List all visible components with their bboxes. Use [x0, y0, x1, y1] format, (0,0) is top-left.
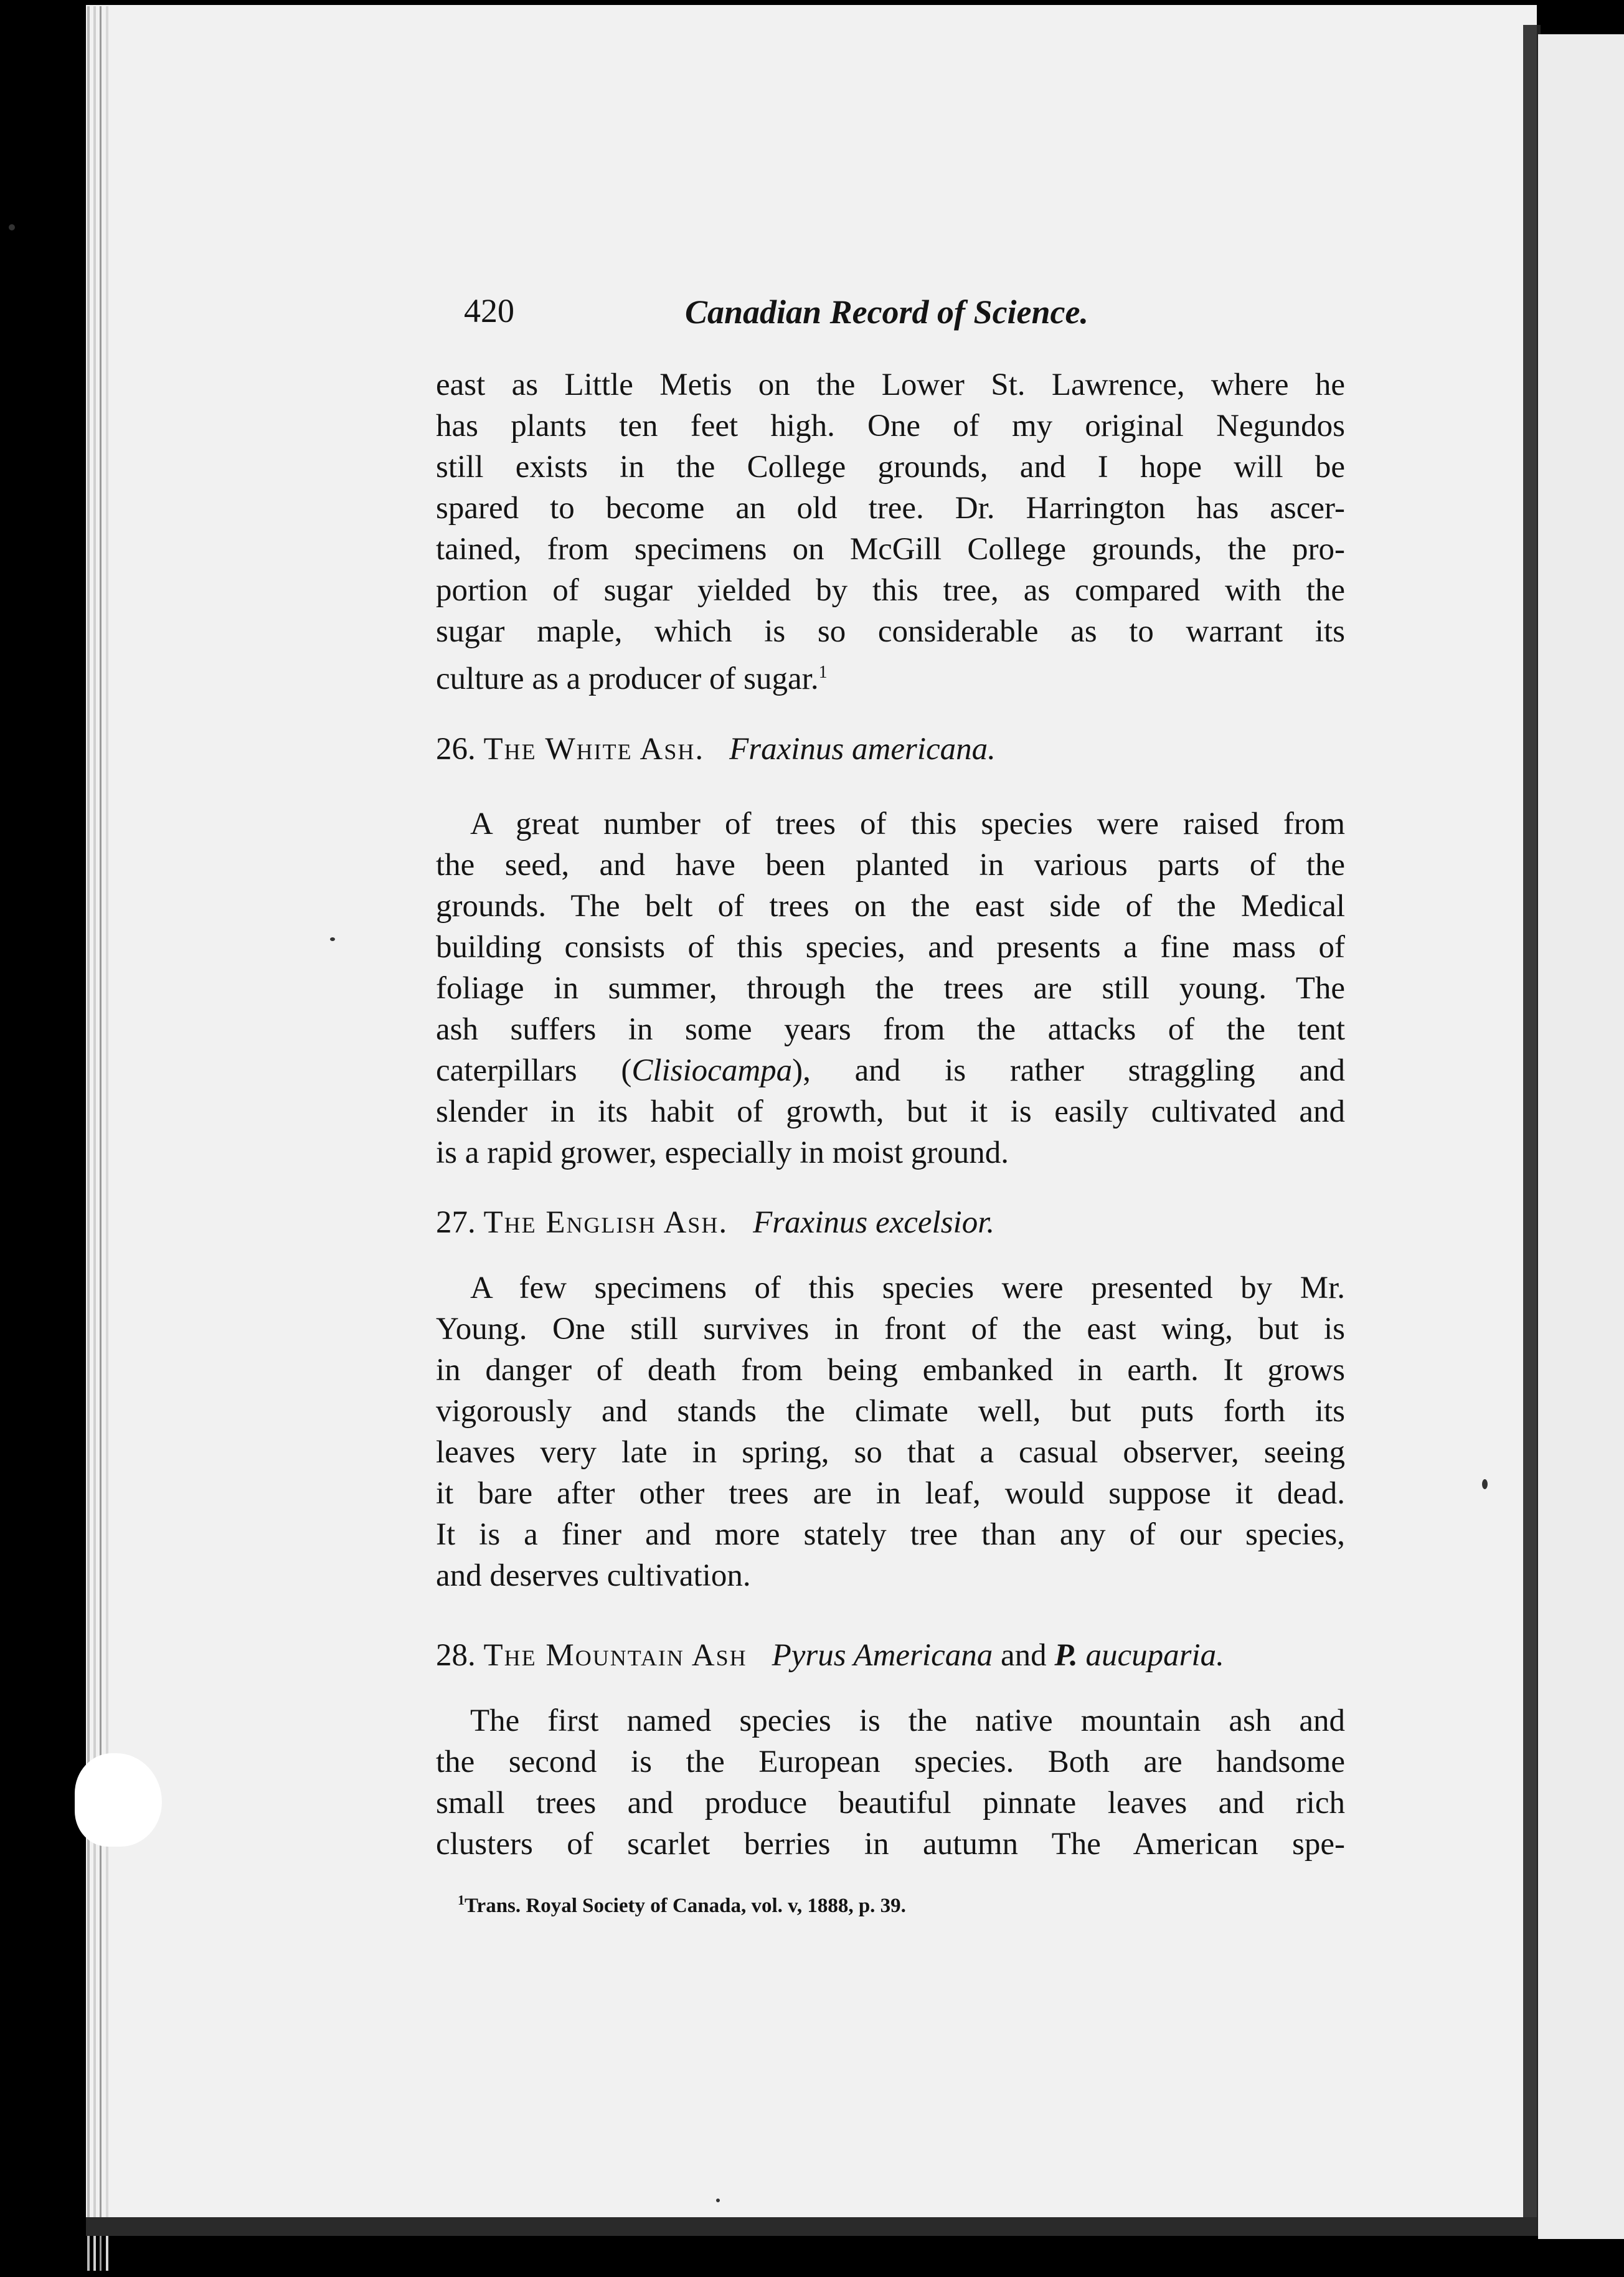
conjunction: and [1000, 1638, 1047, 1673]
text-line: A few specimens of this species were presented by Mr. [470, 1271, 1345, 1305]
section-28-body [436, 1700, 1345, 1865]
section-number: 26. [436, 732, 476, 767]
text-line: has plants ten feet high. One of my original Negundos [436, 409, 1345, 443]
footnote-marker: 1 [818, 663, 828, 682]
footnote [458, 1893, 906, 1916]
italic-term: Clisiocampa [631, 1053, 793, 1088]
section-heading [436, 729, 1345, 770]
running-title: Canadian Record of Science. [685, 293, 1088, 331]
text-fragment: ), and is rather straggling and [792, 1053, 1345, 1088]
text-line: grounds. The belt of trees on the east side of the Medical [436, 889, 1345, 924]
text-line: and deserves cultivation. [436, 1558, 751, 1593]
common-name: The White Ash. [483, 732, 705, 767]
page-edge [93, 6, 96, 2271]
section-heading [436, 1635, 1345, 1676]
latin-name: aucuparia. [1085, 1638, 1224, 1673]
latin-name: Fraxinus americana. [729, 732, 996, 767]
paragraph-continued [436, 364, 1345, 696]
text-line: in danger of death from being embanked in earth. It grows [436, 1353, 1345, 1388]
text-line: spared to become an old tree. Dr. Harrington has ascer- [436, 491, 1345, 526]
text-line: Young. One still survives in front of the east wing, but is [436, 1312, 1345, 1347]
footnote-marker: 1 [458, 1892, 465, 1908]
text-fragment: culture as a producer of sugar. [436, 661, 819, 696]
section-28 [436, 1635, 1345, 1676]
text-line: sugar maple, which is so considerable as to warrant its [436, 614, 1345, 649]
text-line: tained, from specimens on McGill College grounds, the pro- [436, 532, 1345, 567]
text-line: vigorously and stands the climate well, but puts forth its [436, 1394, 1345, 1429]
text-line: A great number of trees of this species were raised from [470, 807, 1345, 841]
binding-shadow [1523, 25, 1537, 2233]
section-27 [436, 1202, 1345, 1243]
next-leaf [1538, 34, 1624, 2239]
bottom-shadow [86, 2217, 1537, 2236]
footnote-text: Trans. Royal Society of Canada, vol. v, 1888, p. 39. [465, 1895, 906, 1917]
text-line: ash suffers in some years from the attacks of the tent [436, 1012, 1345, 1047]
page-number: 420 [464, 292, 514, 329]
text-line: The first named species is the native mountain ash and [470, 1703, 1345, 1738]
text-line: still exists in the College grounds, and I hope will be [436, 450, 1345, 485]
text-line: is a rapid grower, especially in moist ground. [436, 1135, 1009, 1170]
latin-name: Fraxinus excelsior. [753, 1205, 995, 1240]
text-line: it bare after other trees are in leaf, would suppose it dead. [436, 1476, 1345, 1511]
page-edge [106, 6, 108, 2271]
text-line: slender in its habit of growth, but it is easily cultivated and [436, 1094, 1345, 1129]
latin-name: Pyrus Americana [772, 1638, 993, 1673]
text-line: portion of sugar yielded by this tree, as compared with the [436, 573, 1345, 608]
text-line: small trees and produce beautiful pinnate leaves and rich [436, 1786, 1345, 1820]
latin-name-initial: P. [1054, 1638, 1078, 1673]
text-line: leaves very late in spring, so that a casual observer, seeing [436, 1435, 1345, 1470]
common-name: The Mountain Ash [483, 1638, 747, 1673]
text-line [436, 652, 1345, 696]
text-line: the second is the European species. Both are handsome [436, 1744, 1345, 1779]
section-number: 28. [436, 1638, 476, 1673]
page-edge [100, 6, 102, 2271]
text-line: clusters of scarlet berries in autumn The American spe- [436, 1827, 1345, 1862]
section-heading [436, 1202, 1345, 1243]
section-27-body [436, 1267, 1345, 1596]
text-line: building consists of this species, and presents a fine mass of [436, 930, 1345, 965]
running-header [464, 294, 1118, 338]
section-26 [436, 729, 1345, 770]
page-edge [87, 6, 90, 2271]
section-26-body [436, 803, 1345, 1173]
text-line: It is a finer and more stately tree than any of our species, [436, 1517, 1345, 1552]
text-line: foliage in summer, through the trees are still young. The [436, 971, 1345, 1006]
text-line [436, 1050, 1345, 1091]
common-name: The English Ash. [483, 1205, 729, 1240]
text-fragment: caterpillars ( [436, 1053, 632, 1088]
text-line: east as Little Metis on the Lower St. Lawrence, where he [436, 367, 1345, 402]
section-number: 27. [436, 1205, 476, 1240]
text-line: the seed, and have been planted in various parts of the [436, 848, 1345, 883]
